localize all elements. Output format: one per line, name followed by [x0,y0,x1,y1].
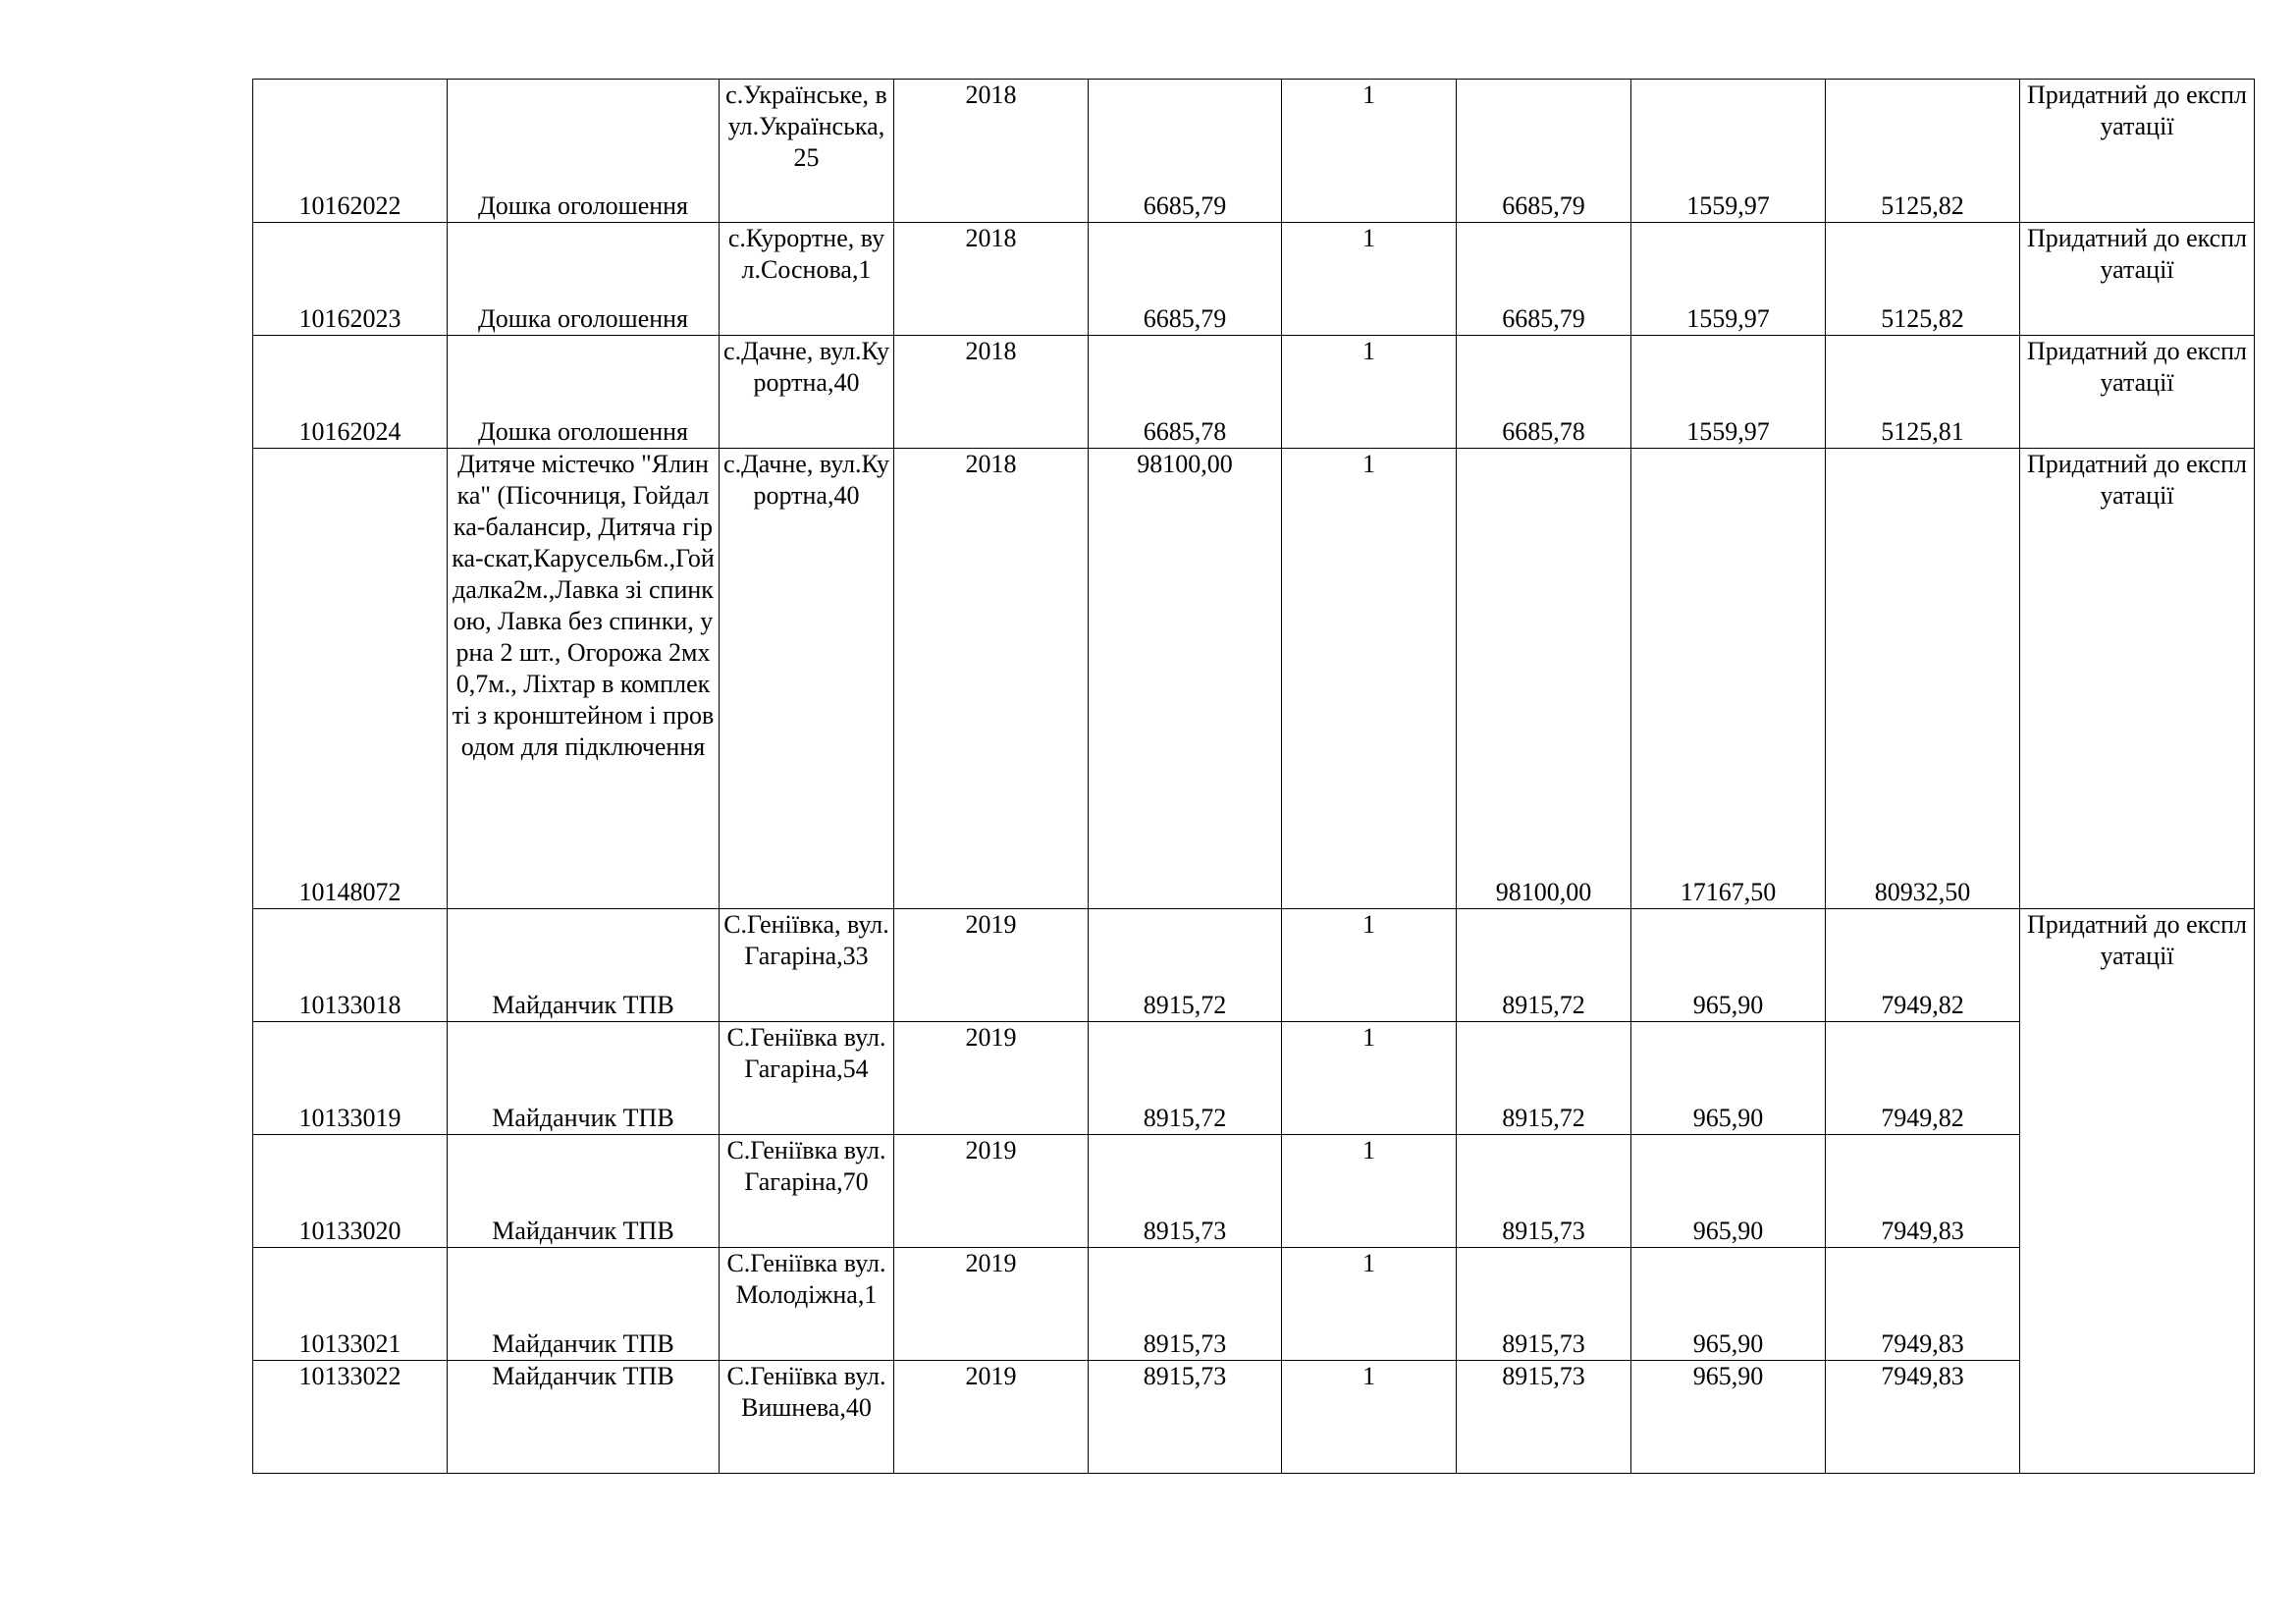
initial-value-cell: 8915,73 [1089,1135,1282,1248]
table-row [253,1135,2255,1248]
quantity-cell: 1 [1282,1361,1457,1474]
initial-value-cell: 98100,00 [1089,449,1282,909]
inventory-number-cell: 10133020 [253,1135,448,1248]
quantity-cell: 1 [1282,1022,1457,1135]
status-cell: Придатний до експлуатації [2020,223,2255,336]
initial-value-cell: 8915,73 [1089,1248,1282,1361]
year-cell: 2018 [894,336,1089,449]
location-cell: С.Геніївка, вул.Гагаріна,33 [720,909,894,1022]
table-row [253,909,2255,1022]
residual-value-cell: 5125,82 [1826,80,2020,223]
book-value-cell: 8915,72 [1457,909,1631,1022]
inventory-number-cell: 10133022 [253,1361,448,1474]
quantity-cell: 1 [1282,1135,1457,1248]
location-cell: с.Курортне, вул.Соснова,1 [720,223,894,336]
location-cell: С.Геніївка вул.Вишнева,40 [720,1361,894,1474]
item-name-cell: Дошка оголошення [448,336,720,449]
inventory-table [252,79,2255,1474]
inventory-number-cell: 10133018 [253,909,448,1022]
initial-value-cell: 6685,79 [1089,80,1282,223]
status-cell: Придатний до експлуатації [2020,336,2255,449]
year-cell: 2019 [894,1022,1089,1135]
residual-value-cell: 7949,83 [1826,1361,2020,1474]
depreciation-cell: 1559,97 [1631,223,1826,336]
residual-value-cell: 7949,83 [1826,1248,2020,1361]
year-cell: 2019 [894,1135,1089,1248]
location-cell: с.Дачне, вул.Курортна,40 [720,336,894,449]
depreciation-cell: 965,90 [1631,1248,1826,1361]
item-name-cell: Майданчик ТПВ [448,1022,720,1135]
item-name-cell: Майданчик ТПВ [448,1248,720,1361]
book-value-cell: 6685,79 [1457,80,1631,223]
status-cell: Придатний до експлуатації [2020,80,2255,223]
inventory-number-cell: 10133019 [253,1022,448,1135]
residual-value-cell: 7949,83 [1826,1135,2020,1248]
location-cell: с.Дачне, вул.Курортна,40 [720,449,894,909]
quantity-cell: 1 [1282,1248,1457,1361]
table-row [253,336,2255,449]
book-value-cell: 6685,78 [1457,336,1631,449]
book-value-cell: 8915,73 [1457,1135,1631,1248]
book-value-cell: 8915,73 [1457,1248,1631,1361]
inventory-number-cell: 10162022 [253,80,448,223]
table-row [253,1361,2255,1474]
depreciation-cell: 965,90 [1631,909,1826,1022]
year-cell: 2019 [894,1248,1089,1361]
year-cell: 2019 [894,1361,1089,1474]
table-row [253,449,2255,909]
quantity-cell: 1 [1282,909,1457,1022]
depreciation-cell: 1559,97 [1631,336,1826,449]
table-row [253,1022,2255,1135]
depreciation-cell: 965,90 [1631,1361,1826,1474]
inventory-number-cell: 10133021 [253,1248,448,1361]
table-row [253,223,2255,336]
depreciation-cell: 965,90 [1631,1135,1826,1248]
inventory-number-cell: 10148072 [253,449,448,909]
item-name-cell: Дошка оголошення [448,80,720,223]
initial-value-cell: 8915,72 [1089,909,1282,1022]
item-name-cell: Майданчик ТПВ [448,909,720,1022]
residual-value-cell: 5125,82 [1826,223,2020,336]
status-cell: Придатний до експлуатації [2020,909,2255,1474]
residual-value-cell: 7949,82 [1826,1022,2020,1135]
initial-value-cell: 6685,79 [1089,223,1282,336]
location-cell: С.Геніївка вул.Гагаріна,70 [720,1135,894,1248]
year-cell: 2018 [894,80,1089,223]
initial-value-cell: 6685,78 [1089,336,1282,449]
location-cell: С.Геніївка вул.Гагаріна,54 [720,1022,894,1135]
depreciation-cell: 965,90 [1631,1022,1826,1135]
book-value-cell: 6685,79 [1457,223,1631,336]
quantity-cell: 1 [1282,449,1457,909]
quantity-cell: 1 [1282,223,1457,336]
quantity-cell: 1 [1282,336,1457,449]
book-value-cell: 98100,00 [1457,449,1631,909]
location-cell: С.Геніївка вул.Молодіжна,1 [720,1248,894,1361]
depreciation-cell: 1559,97 [1631,80,1826,223]
status-cell: Придатний до експлуатації [2020,449,2255,909]
residual-value-cell: 7949,82 [1826,909,2020,1022]
item-name-cell: Дошка оголошення [448,223,720,336]
location-cell: с.Українське, вул.Українська,25 [720,80,894,223]
item-name-cell: Майданчик ТПВ [448,1135,720,1248]
year-cell: 2018 [894,449,1089,909]
inventory-number-cell: 10162024 [253,336,448,449]
item-name-cell: Майданчик ТПВ [448,1361,720,1474]
initial-value-cell: 8915,72 [1089,1022,1282,1135]
year-cell: 2019 [894,909,1089,1022]
quantity-cell: 1 [1282,80,1457,223]
depreciation-cell: 17167,50 [1631,449,1826,909]
year-cell: 2018 [894,223,1089,336]
initial-value-cell: 8915,73 [1089,1361,1282,1474]
residual-value-cell: 5125,81 [1826,336,2020,449]
book-value-cell: 8915,72 [1457,1022,1631,1135]
table-row [253,1248,2255,1361]
table-row [253,80,2255,223]
book-value-cell: 8915,73 [1457,1361,1631,1474]
item-name-cell: Дитяче містечко "Ялинка" (Пісочниця, Гойдалка-балансир, Дитяча гірка-скат,Карусель6м.,Гойдалка2м.,Лавка зі спинкою, Лавка без спинки, урна 2 шт., Огорожа 2мх0,7м., Ліхтар в комплекті з кронштейном і проводом для підключення [448,449,720,909]
inventory-number-cell: 10162023 [253,223,448,336]
residual-value-cell: 80932,50 [1826,449,2020,909]
